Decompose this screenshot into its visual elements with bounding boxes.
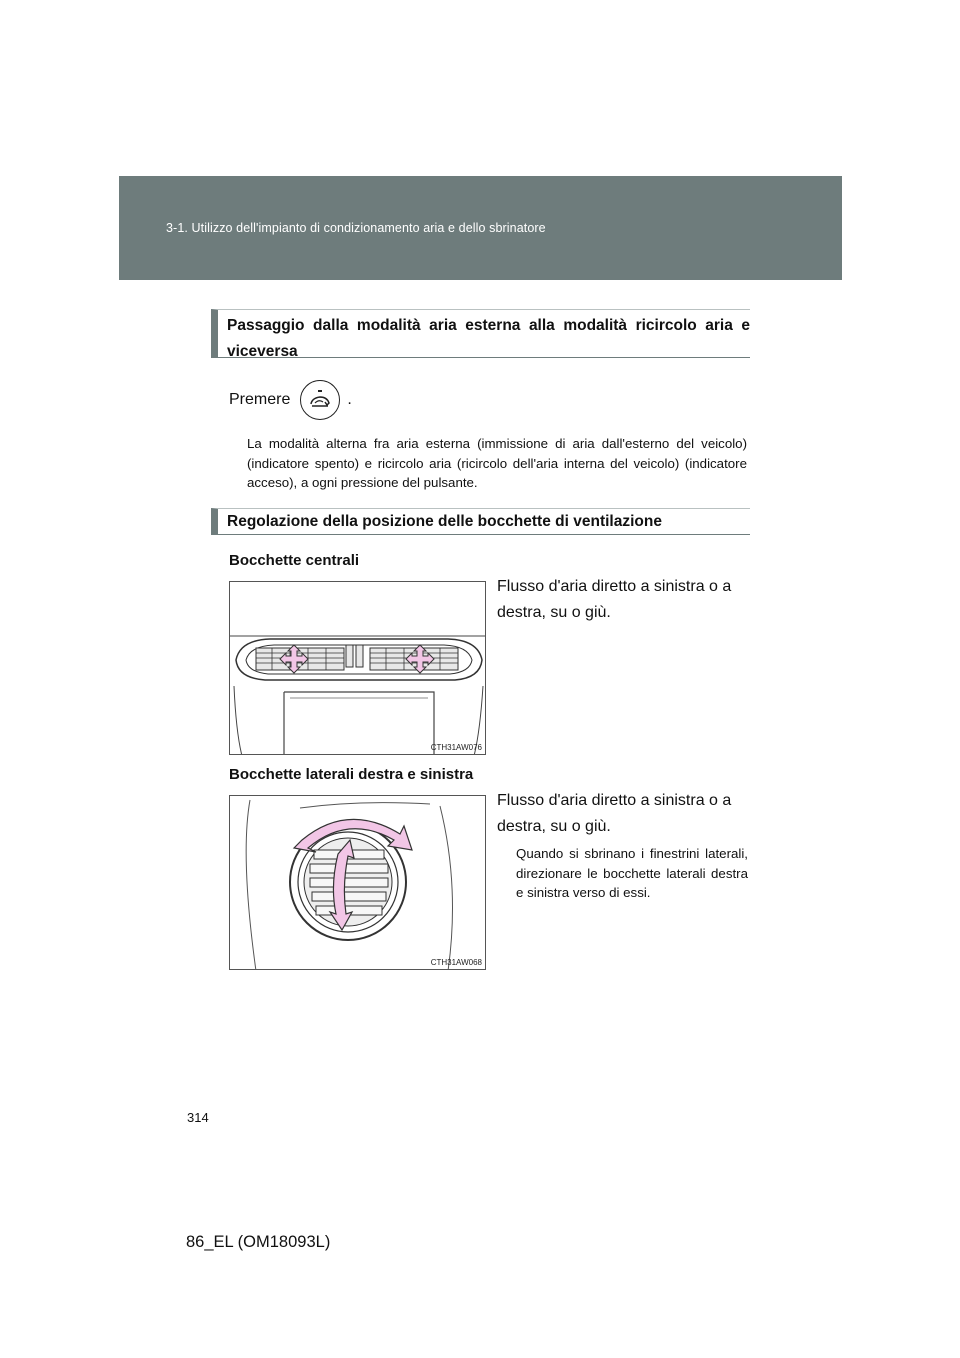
figure-code: CTH31AW076 xyxy=(430,743,482,752)
central-vents-figure xyxy=(229,581,486,755)
section-title-text: Passaggio dalla modalità aria esterna alla modalità ricircolo aria e viceversa xyxy=(227,317,750,360)
recirculation-icon xyxy=(300,380,340,420)
footer-code: 86_EL (OM18093L) xyxy=(186,1233,331,1251)
section-title-text: Regolazione della posizione delle bocchette di ventilazione xyxy=(227,513,662,530)
press-instruction xyxy=(229,380,352,420)
lateral-vents-figure xyxy=(229,795,486,970)
figure-code: CTH31AW068 xyxy=(430,958,482,967)
lateral-vents-heading: Bocchette laterali destra e sinistra xyxy=(229,766,474,783)
recirculation-description: La modalità alterna fra aria esterna (immissione di aria dall'esterno del veicolo) (indicatore spento) e ricircolo aria (ricircolo dell'aria interna del veicolo) (indicatore acceso), a ogni pressione del pulsante. xyxy=(247,436,747,490)
press-suffix: . xyxy=(347,391,352,408)
lateral-vents-note: Quando si sbrinano i finestrini laterali, direzionare le bocchette laterali destra e sinistra verso di essi. xyxy=(516,846,748,900)
lateral-vents-text: Flusso d'aria diretto a sinistra o a destra, su o giù. xyxy=(497,792,732,835)
breadcrumb: 3-1. Utilizzo dell'impianto di condizionamento aria e dello sbrinatore xyxy=(166,221,546,235)
section-title-recirculation xyxy=(211,309,750,358)
page-number: 314 xyxy=(187,1110,209,1125)
section-title-vents xyxy=(211,508,750,535)
central-vents-illustration xyxy=(230,582,486,755)
lateral-vents-illustration xyxy=(230,796,486,970)
central-vents-text: Flusso d'aria diretto a sinistra o a destra, su o giù. xyxy=(497,578,732,621)
press-label: Premere xyxy=(229,391,291,408)
central-vents-heading: Bocchette centrali xyxy=(229,552,360,569)
header-band xyxy=(119,176,842,280)
